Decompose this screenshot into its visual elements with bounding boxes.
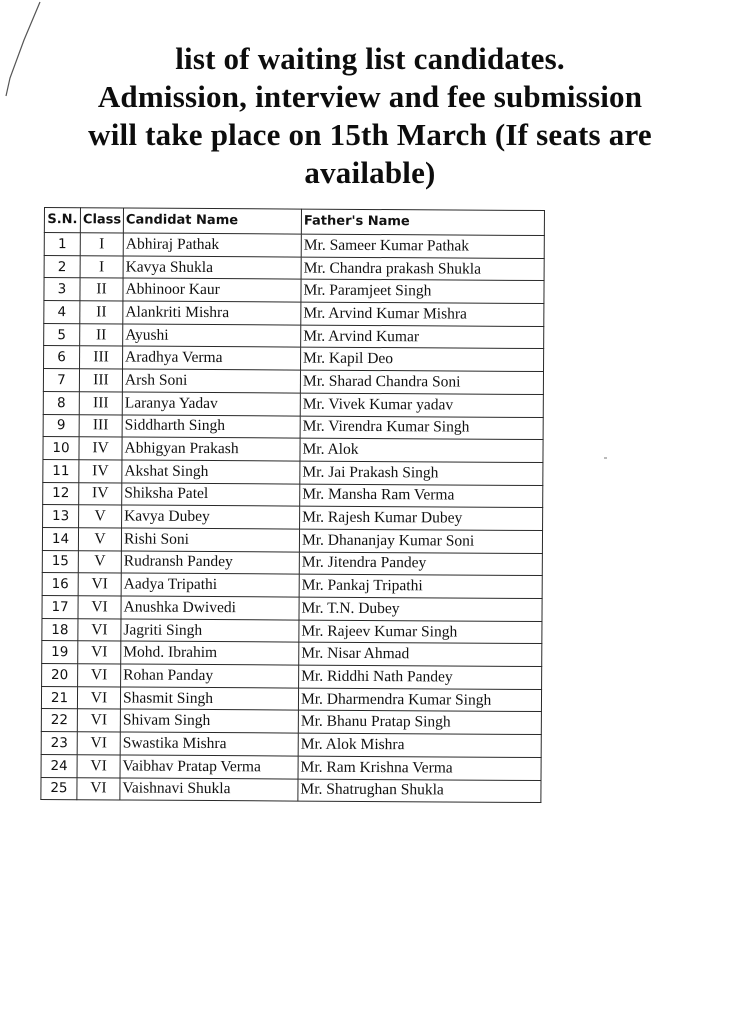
cell-father-name: Mr. Rajesh Kumar Dubey [300,506,543,530]
cell-father-name: Mr. Dhananjay Kumar Soni [299,529,542,553]
cell-father-name: Mr. Dharmendra Kumar Singh [298,688,541,712]
cell-candidate-name: Vaibhav Pratap Verma [120,755,298,779]
cell-father-name: Mr. Chandra prakash Shukla [301,257,544,281]
cell-serial-number: 14 [42,527,78,550]
table-row [41,754,541,780]
cell-class: I [80,233,123,256]
table-row [42,527,542,553]
cell-candidate-name: Akshat Singh [122,460,300,484]
cell-candidate-name: Rohan Panday [121,664,299,688]
cell-class: V [79,505,122,528]
cell-serial-number: 18 [42,618,78,641]
cell-father-name: Mr. Vivek Kumar yadav [300,393,543,417]
cell-serial-number: 22 [41,709,77,732]
cell-serial-number: 20 [42,664,78,687]
cell-candidate-name: Alankriti Mishra [123,301,301,325]
cell-class: V [78,528,121,551]
cell-father-name: Mr. Sharad Chandra Soni [300,370,543,394]
cell-candidate-name: Swastika Mishra [120,732,298,756]
cell-candidate-name: Rudransh Pandey [121,551,299,575]
table-row [42,618,542,644]
table-row [41,709,541,735]
cell-father-name: Mr. Paramjeet Singh [301,279,544,303]
cell-candidate-name: Kavya Dubey [122,505,300,529]
cell-serial-number: 7 [43,369,79,392]
cell-candidate-name: Ayushi [123,324,301,348]
table-row [42,595,542,621]
table-row [41,686,541,712]
cell-father-name: Mr. Bhanu Pratap Singh [298,711,541,735]
cell-serial-number: 23 [41,732,77,755]
cell-class: II [80,301,123,324]
cell-father-name: Mr. Jitendra Pandey [299,552,542,576]
cell-serial-number: 12 [43,482,79,505]
table-row [43,414,543,440]
header-class: Class [80,208,123,233]
table-row [42,573,542,599]
header-candidate-name: Candidat Name [123,208,301,234]
cell-father-name: Mr. Virendra Kumar Singh [300,416,543,440]
cell-serial-number: 19 [42,641,78,664]
table-row [43,369,543,395]
cell-candidate-name: Aadya Tripathi [121,573,299,597]
cell-class: II [80,278,123,301]
document-heading [40,40,700,192]
cell-father-name: Mr. Pankaj Tripathi [299,574,542,598]
table-row [44,278,544,304]
table-row [42,641,542,667]
cell-serial-number: 2 [44,255,80,278]
scan-speck [604,457,607,459]
cell-class: VI [78,664,121,687]
cell-candidate-name: Aradhya Verma [123,346,301,370]
cell-candidate-name: Kavya Shukla [123,256,301,280]
cell-class: VI [77,777,120,800]
table-header-row [44,208,544,236]
cell-father-name: Mr. Riddhi Nath Pandey [299,665,542,689]
heading-line-3: will take place on 15th March (If seats are [88,117,652,152]
header-father-name: Father's Name [301,209,544,235]
cell-candidate-name: Abhigyan Prakash [122,437,300,461]
cell-father-name: Mr. Ram Krishna Verma [298,756,541,780]
cell-candidate-name: Shiksha Patel [122,483,300,507]
cell-father-name: Mr. Arvind Kumar Mishra [301,302,544,326]
cell-candidate-name: Shivam Singh [120,709,298,733]
cell-serial-number: 25 [41,777,77,800]
cell-class: III [79,392,122,415]
cell-serial-number: 24 [41,754,77,777]
cell-serial-number: 5 [44,323,80,346]
cell-serial-number: 17 [42,595,78,618]
table-body [41,233,544,803]
cell-father-name: Mr. Shatrughan Shukla [298,779,541,803]
scan-edge-mark [2,0,42,100]
header-serial-number: S.N. [44,208,80,233]
cell-class: VI [77,732,120,755]
heading-line-1: list of waiting list candidates. [175,41,565,76]
cell-father-name: Mr. Sameer Kumar Pathak [301,234,544,258]
cell-class: VI [78,618,121,641]
table-row [43,505,543,531]
table-row [43,482,543,508]
cell-class: III [80,346,123,369]
cell-candidate-name: Vaishnavi Shukla [120,777,298,801]
cell-serial-number: 9 [43,414,79,437]
table-row [44,323,544,349]
cell-class: I [80,255,123,278]
cell-serial-number: 1 [44,233,80,256]
table-row [44,301,544,327]
table-row [44,346,544,372]
table-row [43,459,543,485]
cell-father-name: Mr. T.N. Dubey [299,597,542,621]
cell-class: VI [78,573,121,596]
table-row [42,550,542,576]
cell-serial-number: 13 [43,505,79,528]
cell-father-name: Mr. Nisar Ahmad [299,642,542,666]
cell-serial-number: 11 [43,459,79,482]
cell-candidate-name: Shasmit Singh [120,687,298,711]
cell-candidate-name: Anushka Dwivedi [121,596,299,620]
cell-father-name: Mr. Arvind Kumar [301,325,544,349]
cell-father-name: Mr. Alok [300,438,543,462]
cell-class: II [80,323,123,346]
cell-serial-number: 6 [44,346,80,369]
cell-candidate-name: Laranya Yadav [122,392,300,416]
cell-father-name: Mr. Alok Mishra [298,733,541,757]
cell-father-name: Mr. Mansha Ram Verma [300,484,543,508]
waiting-list-table [40,207,545,803]
cell-serial-number: 21 [41,686,77,709]
cell-father-name: Mr. Rajeev Kumar Singh [299,620,542,644]
cell-class: VI [77,755,120,778]
cell-candidate-name: Abhinoor Kaur [123,278,301,302]
cell-class: VI [77,709,120,732]
table-row [44,255,544,281]
cell-serial-number: 16 [42,573,78,596]
cell-class: III [79,414,122,437]
cell-class: IV [79,460,122,483]
cell-serial-number: 8 [43,391,79,414]
cell-serial-number: 4 [44,301,80,324]
cell-class: VI [78,641,121,664]
cell-serial-number: 3 [44,278,80,301]
cell-serial-number: 10 [43,437,79,460]
cell-candidate-name: Rishi Soni [121,528,299,552]
cell-candidate-name: Abhiraj Pathak [123,233,301,257]
heading-line-4: available) [304,155,436,190]
cell-class: III [79,369,122,392]
table-row [43,437,543,463]
cell-class: IV [79,482,122,505]
cell-class: VI [78,596,121,619]
cell-candidate-name: Jagriti Singh [121,619,299,643]
table-row [41,732,541,758]
cell-candidate-name: Mohd. Ibrahim [121,641,299,665]
cell-class: VI [77,686,120,709]
cell-candidate-name: Arsh Soni [122,369,300,393]
table-row [42,664,542,690]
table-row [43,391,543,417]
cell-candidate-name: Siddharth Singh [122,414,300,438]
cell-class: V [78,550,121,573]
cell-serial-number: 15 [42,550,78,573]
cell-father-name: Mr. Jai Prakash Singh [300,461,543,485]
heading-line-2: Admission, interview and fee submission [97,79,643,114]
table-row [41,777,541,803]
cell-father-name: Mr. Kapil Deo [301,348,544,372]
cell-class: IV [79,437,122,460]
table-row [44,233,544,259]
